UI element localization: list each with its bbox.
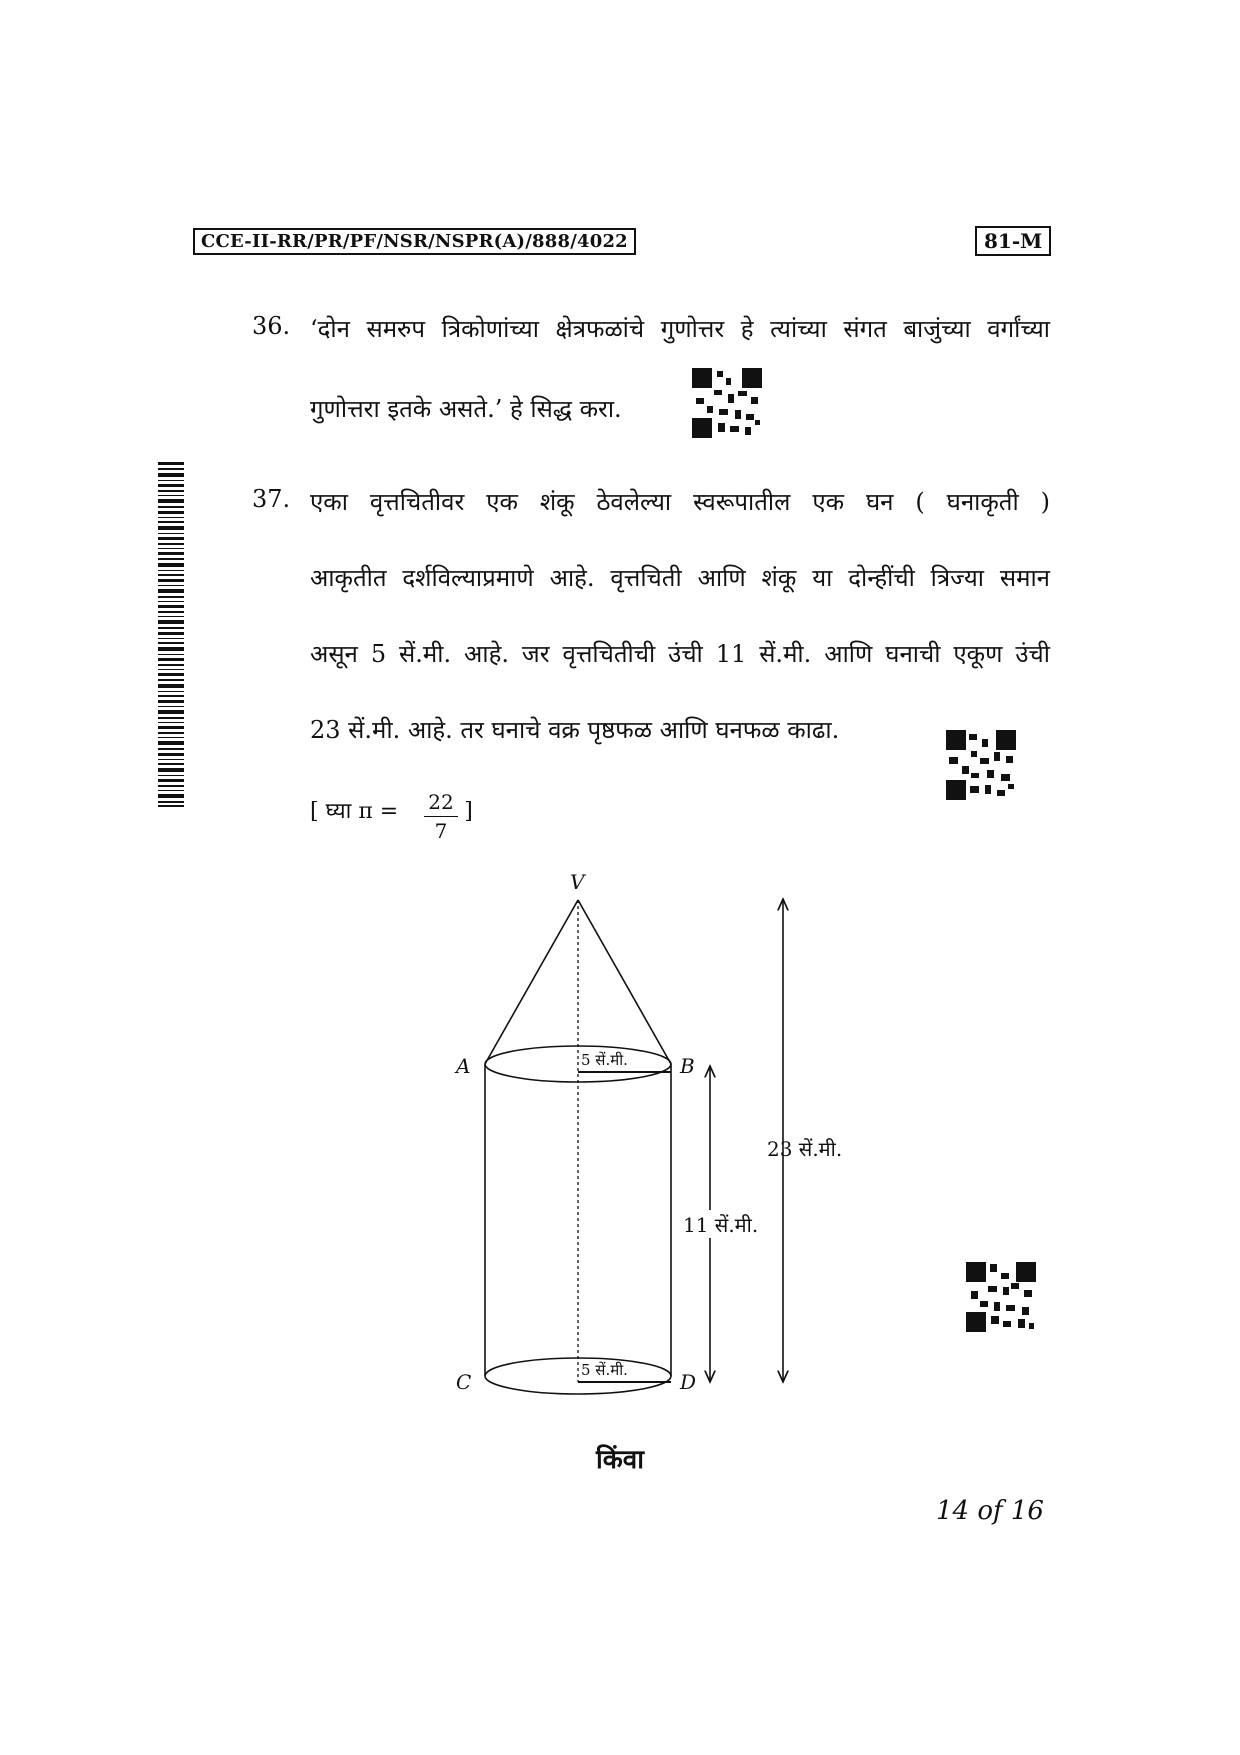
q37-number: 37. bbox=[252, 485, 291, 513]
pi-hint-prefix: [ घ्या π = bbox=[310, 799, 399, 824]
cone-slant-left bbox=[485, 900, 578, 1064]
q37-line-4: 23 सें.मी. आहे. तर घनाचे वक्र पृष्ठफळ आणि घनफळ काढा. bbox=[310, 716, 840, 744]
or-divider: किंवा bbox=[596, 1445, 644, 1475]
page-number: 14 of 16 bbox=[936, 1496, 1044, 1526]
q37-line-1: एका वृत्तचितीवर एक शंकू ठेवलेल्या स्वरूपातील एक घन ( घनाकृती ) bbox=[310, 488, 1050, 516]
q36-line-1: ‘दोन समरुप त्रिकोणांच्या क्षेत्रफळांचे गुणोत्तर हे त्यांच्या संगत बाजुंच्या वर्गांच्या bbox=[310, 315, 1050, 343]
label-a: A bbox=[456, 1054, 471, 1078]
total-height-label: 23 सें.मी. bbox=[767, 1137, 843, 1161]
label-c: C bbox=[456, 1370, 472, 1394]
pi-denominator: 7 bbox=[434, 819, 448, 843]
qr-code-icon bbox=[966, 1262, 1036, 1332]
q36-line-2: गुणोत्तरा इतके असते.’ हे सिद्ध करा. bbox=[310, 395, 622, 423]
bottom-radius-label: 5 सें.मी. bbox=[581, 1361, 628, 1379]
cone-slant-right bbox=[578, 900, 671, 1064]
label-v: V bbox=[570, 870, 585, 894]
paper-number-box: 81-M bbox=[975, 226, 1051, 256]
pi-hint-suffix: ] bbox=[464, 799, 473, 824]
label-d: D bbox=[680, 1370, 697, 1394]
q36-number: 36. bbox=[252, 312, 291, 340]
pi-numerator: 22 bbox=[424, 790, 458, 817]
q37-line-2: आकृतीत दर्शविल्याप्रमाणे आहे. वृत्तचिती आणि शंकू या दोन्हींची त्रिज्या समान bbox=[310, 564, 1050, 592]
paper-code-box: CCE-II-RR/PR/PF/NSR/NSPR(A)/888/4022 bbox=[193, 228, 636, 255]
q37-line-3: असून 5 सें.मी. आहे. जर वृत्तचितीची उंची 11 सें.मी. आणि घनाची एकूण उंची bbox=[310, 640, 1050, 668]
label-b: B bbox=[680, 1054, 695, 1078]
top-radius-label: 5 सें.मी. bbox=[581, 1051, 628, 1069]
cylinder-height-label: 11 सें.मी. bbox=[683, 1213, 759, 1237]
